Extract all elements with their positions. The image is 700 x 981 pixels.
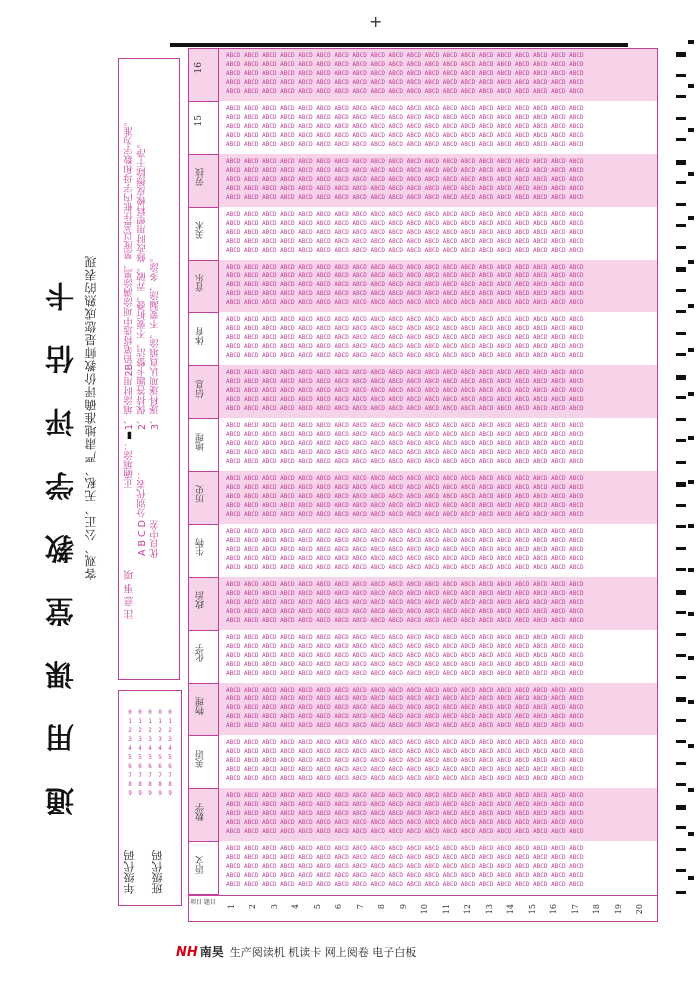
edge-mark bbox=[688, 744, 694, 748]
timing-marks bbox=[676, 52, 688, 912]
bubble-row[interactable]: ABCD ABCD ABCD ABCD ABCD ABCD ABCD ABCD ABCD ABCD ABCD ABCD ABCD ABCD ABCD ABCD ABCD ABCD ABCD ABCD bbox=[226, 290, 584, 298]
bubble-row[interactable]: ABCD ABCD ABCD ABCD ABCD ABCD ABCD ABCD ABCD ABCD ABCD ABCD ABCD ABCD ABCD ABCD ABCD ABCD ABCD ABCD bbox=[226, 660, 584, 668]
note-item-2: 2、保持答题卡整洁，不要折叠，弄破。修改时用塑料橡皮擦除干净。 bbox=[137, 138, 148, 430]
timing-mark bbox=[676, 482, 686, 487]
edge-mark bbox=[688, 876, 694, 880]
timing-mark bbox=[676, 52, 686, 57]
bubble-row[interactable]: ABCD ABCD ABCD ABCD ABCD ABCD ABCD ABCD ABCD ABCD ABCD ABCD ABCD ABCD ABCD ABCD ABCD ABCD ABCD ABCD bbox=[226, 695, 584, 703]
code-bubble-column[interactable]: 0 1 2 3 4 5 6 7 8 9 bbox=[148, 709, 152, 797]
bubble-row[interactable]: ABCD ABCD ABCD ABCD ABCD ABCD ABCD ABCD ABCD ABCD ABCD ABCD ABCD ABCD ABCD ABCD ABCD ABCD ABCD ABCD bbox=[226, 440, 584, 448]
edge-mark bbox=[688, 788, 694, 792]
question-number: 9 bbox=[398, 904, 408, 910]
question-number: 11 bbox=[441, 904, 451, 915]
bubble-row[interactable]: ABCD ABCD ABCD ABCD ABCD ABCD ABCD ABCD ABCD ABCD ABCD ABCD ABCD ABCD ABCD ABCD ABCD ABCD ABCD ABCD bbox=[226, 704, 584, 712]
bubble-row[interactable]: ABCD ABCD ABCD ABCD ABCD ABCD ABCD ABCD ABCD ABCD ABCD ABCD ABCD ABCD ABCD ABCD ABCD ABCD ABCD ABCD bbox=[226, 686, 584, 694]
bubble-row[interactable]: ABCD ABCD ABCD ABCD ABCD ABCD ABCD ABCD ABCD ABCD ABCD ABCD ABCD ABCD ABCD ABCD ABCD ABCD ABCD ABCD bbox=[226, 193, 584, 201]
bubble-row[interactable]: ABCD ABCD ABCD ABCD ABCD ABCD ABCD ABCD ABCD ABCD ABCD ABCD ABCD ABCD ABCD ABCD ABCD ABCD ABCD ABCD bbox=[226, 536, 584, 544]
question-number: 15 bbox=[527, 904, 537, 915]
subject-label: 化学 bbox=[196, 644, 206, 663]
brand-logo: NH bbox=[176, 945, 198, 960]
grade-meaning-label: 分别代表： bbox=[137, 470, 148, 518]
registration-mark: + bbox=[369, 12, 383, 31]
bubble-row[interactable]: ABCD ABCD ABCD ABCD ABCD ABCD ABCD ABCD ABCD ABCD ABCD ABCD ABCD ABCD ABCD ABCD ABCD ABCD ABCD ABCD bbox=[226, 166, 584, 174]
bubble-row[interactable]: ABCD ABCD ABCD ABCD ABCD ABCD ABCD ABCD ABCD ABCD ABCD ABCD ABCD ABCD ABCD ABCD ABCD ABCD ABCD ABCD bbox=[226, 369, 584, 377]
question-number: 18 bbox=[592, 904, 602, 915]
bubble-row[interactable]: ABCD ABCD ABCD ABCD ABCD ABCD ABCD ABCD ABCD ABCD ABCD ABCD ABCD ABCD ABCD ABCD ABCD ABCD ABCD ABCD bbox=[226, 431, 584, 439]
edge-mark bbox=[688, 216, 694, 220]
grade-letters: A B C D bbox=[137, 520, 148, 557]
bubble-row[interactable]: ABCD ABCD ABCD ABCD ABCD ABCD ABCD ABCD ABCD ABCD ABCD ABCD ABCD ABCD ABCD ABCD ABCD ABCD ABCD ABCD bbox=[226, 131, 584, 139]
edge-mark bbox=[688, 172, 694, 176]
bubble-row[interactable]: ABCD ABCD ABCD ABCD ABCD ABCD ABCD ABCD ABCD ABCD ABCD ABCD ABCD ABCD ABCD ABCD ABCD ABCD ABCD ABCD bbox=[226, 184, 584, 192]
bubble-row[interactable]: ABCD ABCD ABCD ABCD ABCD ABCD ABCD ABCD ABCD ABCD ABCD ABCD ABCD ABCD ABCD ABCD ABCD ABCD ABCD ABCD bbox=[226, 863, 584, 871]
bubble-row[interactable]: ABCD ABCD ABCD ABCD ABCD ABCD ABCD ABCD ABCD ABCD ABCD ABCD ABCD ABCD ABCD ABCD ABCD ABCD ABCD ABCD bbox=[226, 669, 584, 677]
question-number: 1 bbox=[226, 904, 236, 910]
subject-label: 地理 bbox=[196, 432, 206, 451]
question-number: 17 bbox=[570, 904, 580, 915]
edge-mark bbox=[688, 84, 694, 88]
timing-mark bbox=[676, 869, 686, 872]
bubble-row[interactable]: ABCD ABCD ABCD ABCD ABCD ABCD ABCD ABCD ABCD ABCD ABCD ABCD ABCD ABCD ABCD ABCD ABCD ABCD ABCD ABCD bbox=[226, 237, 584, 245]
bubble-row[interactable]: ABCD ABCD ABCD ABCD ABCD ABCD ABCD ABCD ABCD ABCD ABCD ABCD ABCD ABCD ABCD ABCD ABCD ABCD ABCD ABCD bbox=[226, 845, 584, 853]
bubble-row[interactable]: ABCD ABCD ABCD ABCD ABCD ABCD ABCD ABCD ABCD ABCD ABCD ABCD ABCD ABCD ABCD ABCD ABCD ABCD ABCD ABCD bbox=[226, 299, 584, 307]
bubble-row[interactable]: ABCD ABCD ABCD ABCD ABCD ABCD ABCD ABCD ABCD ABCD ABCD ABCD ABCD ABCD ABCD ABCD ABCD ABCD ABCD ABCD bbox=[226, 739, 584, 747]
bubble-row[interactable]: ABCD ABCD ABCD ABCD ABCD ABCD ABCD ABCD ABCD ABCD ABCD ABCD ABCD ABCD ABCD ABCD ABCD ABCD ABCD ABCD bbox=[226, 527, 584, 535]
correct-fill-text: 正确填涂： bbox=[124, 441, 135, 489]
timing-mark bbox=[676, 783, 686, 786]
bubble-row[interactable]: ABCD ABCD ABCD ABCD ABCD ABCD ABCD ABCD ABCD ABCD ABCD ABCD ABCD ABCD ABCD ABCD ABCD ABCD ABCD ABCD bbox=[226, 104, 584, 112]
bubble-row[interactable]: ABCD ABCD ABCD ABCD ABCD ABCD ABCD ABCD ABCD ABCD ABCD ABCD ABCD ABCD ABCD ABCD ABCD ABCD ABCD ABCD bbox=[226, 316, 584, 324]
bubble-row[interactable]: ABCD ABCD ABCD ABCD ABCD ABCD ABCD ABCD ABCD ABCD ABCD ABCD ABCD ABCD ABCD ABCD ABCD ABCD ABCD ABCD bbox=[226, 175, 584, 183]
question-number: 2 bbox=[248, 904, 258, 910]
bubble-row[interactable]: ABCD ABCD ABCD ABCD ABCD ABCD ABCD ABCD ABCD ABCD ABCD ABCD ABCD ABCD ABCD ABCD ABCD ABCD ABCD ABCD bbox=[226, 589, 584, 597]
correct-fill-label bbox=[124, 430, 135, 489]
grade-code-label: 年级代码 bbox=[123, 850, 136, 894]
bubble-row[interactable]: ABCD ABCD ABCD ABCD ABCD ABCD ABCD ABCD ABCD ABCD ABCD ABCD ABCD ABCD ABCD ABCD ABCD ABCD ABCD ABCD bbox=[226, 792, 584, 800]
bubble-row[interactable]: ABCD ABCD ABCD ABCD ABCD ABCD ABCD ABCD ABCD ABCD ABCD ABCD ABCD ABCD ABCD ABCD ABCD ABCD ABCD ABCD bbox=[226, 607, 584, 615]
bubble-row[interactable]: ABCD ABCD ABCD ABCD ABCD ABCD ABCD ABCD ABCD ABCD ABCD ABCD ABCD ABCD ABCD ABCD ABCD ABCD ABCD ABCD bbox=[226, 475, 584, 482]
bubble-row[interactable]: ABCD ABCD ABCD ABCD ABCD ABCD ABCD ABCD ABCD ABCD ABCD ABCD ABCD ABCD ABCD ABCD ABCD ABCD ABCD ABCD bbox=[226, 449, 584, 457]
bubble-row[interactable]: ABCD ABCD ABCD ABCD ABCD ABCD ABCD ABCD ABCD ABCD ABCD ABCD ABCD ABCD ABCD ABCD ABCD ABCD ABCD ABCD bbox=[226, 872, 584, 880]
bubble-row[interactable]: ABCD ABCD ABCD ABCD ABCD ABCD ABCD ABCD ABCD ABCD ABCD ABCD ABCD ABCD ABCD ABCD ABCD ABCD ABCD ABCD bbox=[226, 281, 584, 289]
bubble-row[interactable]: ABCD ABCD ABCD ABCD ABCD ABCD ABCD ABCD ABCD ABCD ABCD ABCD ABCD ABCD ABCD ABCD ABCD ABCD ABCD ABCD bbox=[226, 60, 584, 68]
timing-mark bbox=[676, 439, 686, 442]
timing-mark bbox=[676, 525, 686, 528]
bubble-row[interactable]: ABCD ABCD ABCD ABCD ABCD ABCD ABCD ABCD ABCD ABCD ABCD ABCD ABCD ABCD ABCD ABCD ABCD ABCD ABCD ABCD bbox=[226, 157, 584, 165]
question-number: 3 bbox=[269, 904, 279, 910]
timing-mark bbox=[676, 310, 686, 313]
top-timing-line bbox=[170, 43, 628, 47]
code-bubble-column[interactable]: 0 1 2 3 4 5 6 7 8 9 bbox=[128, 709, 132, 797]
bubble-row[interactable]: ABCD ABCD ABCD ABCD ABCD ABCD ABCD ABCD ABCD ABCD ABCD ABCD ABCD ABCD ABCD ABCD ABCD ABCD ABCD ABCD bbox=[226, 52, 584, 59]
bubble-row[interactable]: ABCD ABCD ABCD ABCD ABCD ABCD ABCD ABCD ABCD ABCD ABCD ABCD ABCD ABCD ABCD ABCD ABCD ABCD ABCD ABCD bbox=[226, 69, 584, 77]
bubble-row[interactable]: ABCD ABCD ABCD ABCD ABCD ABCD ABCD ABCD ABCD ABCD ABCD ABCD ABCD ABCD ABCD ABCD ABCD ABCD ABCD ABCD bbox=[226, 881, 584, 889]
question-number: 20 bbox=[635, 904, 645, 915]
timing-mark bbox=[676, 805, 686, 810]
question-number: 10 bbox=[420, 904, 430, 915]
bubble-row[interactable]: ABCD ABCD ABCD ABCD ABCD ABCD ABCD ABCD ABCD ABCD ABCD ABCD ABCD ABCD ABCD ABCD ABCD ABCD ABCD ABCD bbox=[226, 492, 584, 500]
bubble-row[interactable]: ABCD ABCD ABCD ABCD ABCD ABCD ABCD ABCD ABCD ABCD ABCD ABCD ABCD ABCD ABCD ABCD ABCD ABCD ABCD ABCD bbox=[226, 210, 584, 218]
bubble-row[interactable]: ABCD ABCD ABCD ABCD ABCD ABCD ABCD ABCD ABCD ABCD ABCD ABCD ABCD ABCD ABCD ABCD ABCD ABCD ABCD ABCD bbox=[226, 343, 584, 351]
subject-label: 音乐 bbox=[196, 273, 206, 292]
edge-mark bbox=[688, 480, 694, 484]
bubble-row[interactable]: ABCD ABCD ABCD ABCD ABCD ABCD ABCD ABCD ABCD ABCD ABCD ABCD ABCD ABCD ABCD ABCD ABCD ABCD ABCD ABCD bbox=[226, 387, 584, 395]
timing-mark bbox=[676, 848, 686, 851]
bubble-row[interactable]: ABCD ABCD ABCD ABCD ABCD ABCD ABCD ABCD ABCD ABCD ABCD ABCD ABCD ABCD ABCD ABCD ABCD ABCD ABCD ABCD bbox=[226, 140, 584, 148]
question-header: 项目 题目 bbox=[190, 899, 216, 906]
bubble-row[interactable]: ABCD ABCD ABCD ABCD ABCD ABCD ABCD ABCD ABCD ABCD ABCD ABCD ABCD ABCD ABCD ABCD ABCD ABCD ABCD ABCD bbox=[226, 458, 584, 466]
edge-mark bbox=[688, 612, 694, 616]
timing-mark bbox=[676, 267, 686, 272]
bubble-row[interactable]: ABCD ABCD ABCD ABCD ABCD ABCD ABCD ABCD ABCD ABCD ABCD ABCD ABCD ABCD ABCD ABCD ABCD ABCD ABCD ABCD bbox=[226, 325, 584, 333]
code-bubble-column[interactable]: 0 1 2 3 4 5 6 7 8 9 bbox=[168, 709, 172, 797]
subject-label: 16 bbox=[194, 62, 204, 74]
timing-mark bbox=[676, 138, 686, 141]
subject-label: 信息 bbox=[196, 379, 206, 398]
subject-label: 体育 bbox=[196, 326, 206, 345]
subject-label: 物理 bbox=[196, 696, 206, 715]
timing-mark bbox=[676, 568, 686, 571]
grade-meaning-text: 优良中差 bbox=[150, 520, 161, 558]
code-bubble-column[interactable]: 0 1 2 3 4 5 6 7 8 9 bbox=[158, 709, 162, 797]
timing-mark bbox=[676, 547, 686, 550]
bubble-row[interactable]: ABCD ABCD ABCD ABCD ABCD ABCD ABCD ABCD ABCD ABCD ABCD ABCD ABCD ABCD ABCD ABCD ABCD ABCD ABCD ABCD bbox=[226, 78, 584, 86]
timing-mark bbox=[676, 418, 686, 421]
timing-mark bbox=[676, 461, 686, 464]
edge-timing-bar bbox=[688, 40, 694, 920]
bubble-row[interactable]: ABCD ABCD ABCD ABCD ABCD ABCD ABCD ABCD ABCD ABCD ABCD ABCD ABCD ABCD ABCD ABCD ABCD ABCD ABCD ABCD bbox=[226, 352, 584, 360]
timing-mark bbox=[676, 160, 686, 165]
card-motto: 客观、公正、无私、严肃地准确评价教师是您成熟的表现 bbox=[84, 255, 98, 580]
bubble-row[interactable]: ABCD ABCD ABCD ABCD ABCD ABCD ABCD ABCD ABCD ABCD ABCD ABCD ABCD ABCD ABCD ABCD ABCD ABCD ABCD ABCD bbox=[226, 563, 584, 571]
footer bbox=[176, 943, 416, 960]
card-title: 通 用 课 堂 教 学 评 估 卡 bbox=[44, 270, 78, 816]
question-number: 8 bbox=[377, 904, 387, 910]
bubble-row[interactable]: ABCD ABCD ABCD ABCD ABCD ABCD ABCD ABCD ABCD ABCD ABCD ABCD ABCD ABCD ABCD ABCD ABCD ABCD ABCD ABCD bbox=[226, 854, 584, 862]
timing-mark bbox=[676, 504, 686, 507]
bubble-row[interactable]: ABCD ABCD ABCD ABCD ABCD ABCD ABCD ABCD ABCD ABCD ABCD ABCD ABCD ABCD ABCD ABCD ABCD ABCD ABCD ABCD bbox=[226, 801, 584, 809]
edge-mark bbox=[688, 304, 694, 308]
bubble-row[interactable]: ABCD ABCD ABCD ABCD ABCD ABCD ABCD ABCD ABCD ABCD ABCD ABCD ABCD ABCD ABCD ABCD ABCD ABCD ABCD ABCD bbox=[226, 633, 584, 641]
bubble-row[interactable]: ABCD ABCD ABCD ABCD ABCD ABCD ABCD ABCD ABCD ABCD ABCD ABCD ABCD ABCD ABCD ABCD ABCD ABCD ABCD ABCD bbox=[226, 757, 584, 765]
bubble-row[interactable]: ABCD ABCD ABCD ABCD ABCD ABCD ABCD ABCD ABCD ABCD ABCD ABCD ABCD ABCD ABCD ABCD ABCD ABCD ABCD ABCD bbox=[226, 713, 584, 721]
bubble-row[interactable]: ABCD ABCD ABCD ABCD ABCD ABCD ABCD ABCD ABCD ABCD ABCD ABCD ABCD ABCD ABCD ABCD ABCD ABCD ABCD ABCD bbox=[226, 122, 584, 130]
timing-mark bbox=[676, 246, 686, 249]
bubble-row[interactable]: ABCD ABCD ABCD ABCD ABCD ABCD ABCD ABCD ABCD ABCD ABCD ABCD ABCD ABCD ABCD ABCD ABCD ABCD ABCD ABCD bbox=[226, 219, 584, 227]
bubble-row[interactable]: ABCD ABCD ABCD ABCD ABCD ABCD ABCD ABCD ABCD ABCD ABCD ABCD ABCD ABCD ABCD ABCD ABCD ABCD ABCD ABCD bbox=[226, 580, 584, 588]
timing-mark bbox=[676, 676, 686, 679]
timing-mark bbox=[676, 891, 686, 894]
question-number: 19 bbox=[613, 904, 623, 915]
grid-border bbox=[188, 48, 658, 922]
bubble-row[interactable]: ABCD ABCD ABCD ABCD ABCD ABCD ABCD ABCD ABCD ABCD ABCD ABCD ABCD ABCD ABCD ABCD ABCD ABCD ABCD ABCD bbox=[226, 545, 584, 553]
note-item-1: 1、填涂时用2B铅笔将选中项涂满涂黑，黑度以盖住框内字母和数字为准。 bbox=[124, 116, 135, 430]
bubble-row[interactable]: ABCD ABCD ABCD ABCD ABCD ABCD ABCD ABCD ABCD ABCD ABCD ABCD ABCD ABCD ABCD ABCD ABCD ABCD ABCD ABCD bbox=[226, 554, 584, 562]
edge-mark bbox=[688, 128, 694, 132]
bubble-row[interactable]: ABCD ABCD ABCD ABCD ABCD ABCD ABCD ABCD ABCD ABCD ABCD ABCD ABCD ABCD ABCD ABCD ABCD ABCD ABCD ABCD bbox=[226, 422, 584, 430]
timing-mark bbox=[676, 633, 686, 636]
timing-mark bbox=[676, 95, 686, 98]
edge-mark bbox=[688, 568, 694, 572]
bubble-row[interactable]: ABCD ABCD ABCD ABCD ABCD ABCD ABCD ABCD ABCD ABCD ABCD ABCD ABCD ABCD ABCD ABCD ABCD ABCD ABCD ABCD bbox=[226, 113, 584, 121]
class-code-label: 班级代码 bbox=[151, 850, 164, 894]
edge-mark bbox=[688, 524, 694, 528]
timing-mark bbox=[676, 224, 686, 227]
bubble-row[interactable]: ABCD ABCD ABCD ABCD ABCD ABCD ABCD ABCD ABCD ABCD ABCD ABCD ABCD ABCD ABCD ABCD ABCD ABCD ABCD ABCD bbox=[226, 334, 584, 342]
subject-label: 政治 bbox=[196, 591, 206, 610]
question-number: 12 bbox=[463, 904, 473, 915]
timing-mark bbox=[676, 396, 686, 399]
footer-text: 生产阅读机 机读卡 网上阅卷 电子白板 bbox=[229, 946, 417, 959]
timing-mark bbox=[676, 762, 686, 765]
edge-mark bbox=[688, 348, 694, 352]
bubble-row[interactable]: ABCD ABCD ABCD ABCD ABCD ABCD ABCD ABCD ABCD ABCD ABCD ABCD ABCD ABCD ABCD ABCD ABCD ABCD ABCD ABCD bbox=[226, 616, 584, 624]
subject-label: 历史 bbox=[196, 485, 206, 504]
timing-mark bbox=[676, 611, 686, 614]
brand-name: 南昊 bbox=[199, 945, 224, 959]
timing-mark bbox=[676, 117, 686, 120]
bubble-row[interactable]: ABCD ABCD ABCD ABCD ABCD ABCD ABCD ABCD ABCD ABCD ABCD ABCD ABCD ABCD ABCD ABCD ABCD ABCD ABCD ABCD bbox=[226, 598, 584, 606]
bubble-row[interactable]: ABCD ABCD ABCD ABCD ABCD ABCD ABCD ABCD ABCD ABCD ABCD ABCD ABCD ABCD ABCD ABCD ABCD ABCD ABCD ABCD bbox=[226, 722, 584, 730]
note-item-3: 3、逐科逐项认真填涂，不要漏涂，多涂。 bbox=[150, 252, 161, 430]
bubble-row[interactable]: ABCD ABCD ABCD ABCD ABCD ABCD ABCD ABCD ABCD ABCD ABCD ABCD ABCD ABCD ABCD ABCD ABCD ABCD ABCD ABCD bbox=[226, 510, 584, 518]
timing-mark bbox=[676, 590, 686, 595]
timing-mark bbox=[676, 181, 686, 184]
timing-mark bbox=[676, 74, 686, 77]
edge-mark bbox=[688, 260, 694, 264]
timing-mark bbox=[676, 654, 686, 657]
subject-label: 数学 bbox=[196, 802, 206, 821]
question-number: 14 bbox=[506, 904, 516, 915]
timing-mark bbox=[676, 697, 686, 702]
subject-label: 英语 bbox=[196, 749, 206, 768]
bubble-row[interactable]: ABCD ABCD ABCD ABCD ABCD ABCD ABCD ABCD ABCD ABCD ABCD ABCD ABCD ABCD ABCD ABCD ABCD ABCD ABCD ABCD bbox=[226, 396, 584, 404]
bubble-row[interactable]: ABCD ABCD ABCD ABCD ABCD ABCD ABCD ABCD ABCD ABCD ABCD ABCD ABCD ABCD ABCD ABCD ABCD ABCD ABCD ABCD bbox=[226, 501, 584, 509]
subject-label: 美术 bbox=[196, 221, 206, 240]
bubble-row[interactable]: ABCD ABCD ABCD ABCD ABCD ABCD ABCD ABCD ABCD ABCD ABCD ABCD ABCD ABCD ABCD ABCD ABCD ABCD ABCD ABCD bbox=[226, 405, 584, 413]
question-number-strip bbox=[188, 895, 658, 924]
bubble-row[interactable]: ABCD ABCD ABCD ABCD ABCD ABCD ABCD ABCD ABCD ABCD ABCD ABCD ABCD ABCD ABCD ABCD ABCD ABCD ABCD ABCD bbox=[226, 228, 584, 236]
question-number: 16 bbox=[549, 904, 559, 915]
edge-mark bbox=[688, 392, 694, 396]
code-bubble-column[interactable]: 0 1 2 3 4 5 6 7 8 9 bbox=[138, 709, 142, 797]
subject-label: 15 bbox=[194, 115, 204, 127]
timing-mark bbox=[676, 332, 686, 335]
edge-mark bbox=[688, 40, 694, 44]
bubble-row[interactable]: ABCD ABCD ABCD ABCD ABCD ABCD ABCD ABCD ABCD ABCD ABCD ABCD ABCD ABCD ABCD ABCD ABCD ABCD ABCD ABCD bbox=[226, 775, 584, 783]
bubble-row[interactable]: ABCD ABCD ABCD ABCD ABCD ABCD ABCD ABCD ABCD ABCD ABCD ABCD ABCD ABCD ABCD ABCD ABCD ABCD ABCD ABCD bbox=[226, 246, 584, 254]
timing-mark bbox=[676, 719, 686, 722]
question-number: 5 bbox=[312, 904, 322, 910]
subject-label: 语文 bbox=[196, 855, 206, 874]
question-number: 6 bbox=[334, 904, 344, 910]
bubble-row[interactable]: ABCD ABCD ABCD ABCD ABCD ABCD ABCD ABCD ABCD ABCD ABCD ABCD ABCD ABCD ABCD ABCD ABCD ABCD ABCD ABCD bbox=[226, 263, 584, 271]
timing-mark bbox=[676, 353, 686, 356]
subject-label: 劳技 bbox=[196, 168, 206, 187]
timing-mark bbox=[676, 375, 686, 380]
question-number: 7 bbox=[355, 904, 365, 910]
timing-mark bbox=[676, 826, 686, 829]
bubble-row[interactable]: ABCD ABCD ABCD ABCD ABCD ABCD ABCD ABCD ABCD ABCD ABCD ABCD ABCD ABCD ABCD ABCD ABCD ABCD ABCD ABCD bbox=[226, 828, 584, 836]
subject-label: 生物 bbox=[196, 538, 206, 557]
bubble-row[interactable]: ABCD ABCD ABCD ABCD ABCD ABCD ABCD ABCD ABCD ABCD ABCD ABCD ABCD ABCD ABCD ABCD ABCD ABCD ABCD ABCD bbox=[226, 748, 584, 756]
edge-mark bbox=[688, 832, 694, 836]
question-number: 4 bbox=[291, 904, 301, 910]
bubble-row[interactable]: ABCD ABCD ABCD ABCD ABCD ABCD ABCD ABCD ABCD ABCD ABCD ABCD ABCD ABCD ABCD ABCD ABCD ABCD ABCD ABCD bbox=[226, 272, 584, 280]
edge-mark bbox=[688, 700, 694, 704]
timing-mark bbox=[676, 740, 686, 743]
bubble-row[interactable]: ABCD ABCD ABCD ABCD ABCD ABCD ABCD ABCD ABCD ABCD ABCD ABCD ABCD ABCD ABCD ABCD ABCD ABCD ABCD ABCD bbox=[226, 651, 584, 659]
timing-mark bbox=[676, 289, 686, 292]
question-number: 13 bbox=[484, 904, 494, 915]
timing-mark bbox=[676, 203, 686, 206]
notes-label: 注 意 事 项 bbox=[125, 570, 136, 620]
correct-fill-mark: ▮ bbox=[124, 430, 135, 441]
bubble-row[interactable]: ABCD ABCD ABCD ABCD ABCD ABCD ABCD ABCD ABCD ABCD ABCD ABCD ABCD ABCD ABCD ABCD ABCD ABCD ABCD ABCD bbox=[226, 810, 584, 818]
bubble-row[interactable]: ABCD ABCD ABCD ABCD ABCD ABCD ABCD ABCD ABCD ABCD ABCD ABCD ABCD ABCD ABCD ABCD ABCD ABCD ABCD ABCD bbox=[226, 642, 584, 650]
edge-mark bbox=[688, 656, 694, 660]
bubble-row[interactable]: ABCD ABCD ABCD ABCD ABCD ABCD ABCD ABCD ABCD ABCD ABCD ABCD ABCD ABCD ABCD ABCD ABCD ABCD ABCD ABCD bbox=[226, 87, 584, 95]
bubble-row[interactable]: ABCD ABCD ABCD ABCD ABCD ABCD ABCD ABCD ABCD ABCD ABCD ABCD ABCD ABCD ABCD ABCD ABCD ABCD ABCD ABCD bbox=[226, 819, 584, 827]
bubble-row[interactable]: ABCD ABCD ABCD ABCD ABCD ABCD ABCD ABCD ABCD ABCD ABCD ABCD ABCD ABCD ABCD ABCD ABCD ABCD ABCD ABCD bbox=[226, 378, 584, 386]
bubble-row[interactable]: ABCD ABCD ABCD ABCD ABCD ABCD ABCD ABCD ABCD ABCD ABCD ABCD ABCD ABCD ABCD ABCD ABCD ABCD ABCD ABCD bbox=[226, 766, 584, 774]
edge-mark bbox=[688, 436, 694, 440]
bubble-row[interactable]: ABCD ABCD ABCD ABCD ABCD ABCD ABCD ABCD ABCD ABCD ABCD ABCD ABCD ABCD ABCD ABCD ABCD ABCD ABCD ABCD bbox=[226, 483, 584, 491]
